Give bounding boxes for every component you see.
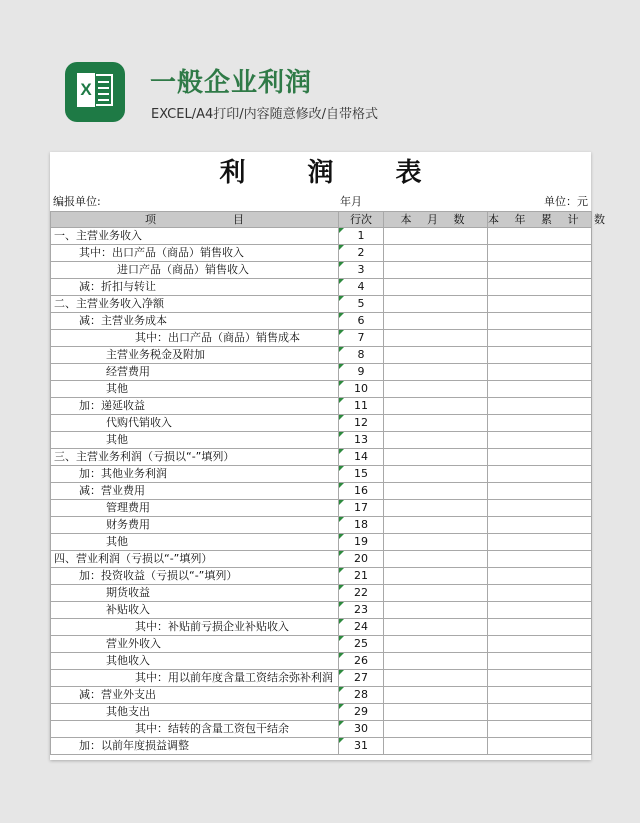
year-to-date-cell[interactable] — [488, 721, 592, 738]
row-line-number[interactable]: 27 — [339, 670, 384, 687]
table-row — [51, 551, 592, 568]
row-line-number[interactable]: 7 — [339, 330, 384, 347]
row-line-number[interactable]: 30 — [339, 721, 384, 738]
current-month-cell[interactable] — [384, 551, 488, 568]
sheet-title: 利润表 — [219, 158, 484, 188]
table-row — [51, 534, 592, 551]
row-line-number[interactable]: 4 — [339, 279, 384, 296]
column-header-item: 项 目 — [51, 212, 339, 228]
current-month-cell[interactable] — [384, 534, 488, 551]
year-to-date-cell[interactable] — [488, 670, 592, 687]
row-item-label[interactable]: 二、主营业务收入净额 — [51, 296, 339, 313]
table-row — [51, 721, 592, 738]
year-to-date-cell[interactable] — [488, 364, 592, 381]
year-to-date-cell[interactable] — [488, 296, 592, 313]
row-line-number[interactable]: 5 — [339, 296, 384, 313]
row-line-number[interactable]: 29 — [339, 704, 384, 721]
table-row — [51, 228, 592, 245]
row-item-label[interactable]: 代购代销收入 — [51, 415, 339, 432]
row-item-label[interactable]: 一、主营业务收入 — [51, 228, 339, 245]
row-line-number[interactable]: 21 — [339, 568, 384, 585]
row-item-label[interactable]: 其中：结转的含量工资包干结余 — [51, 721, 339, 738]
table-row — [51, 602, 592, 619]
row-item-label[interactable]: 进口产品（商品）销售收入 — [51, 262, 339, 279]
table-row — [51, 619, 592, 636]
current-month-cell[interactable] — [384, 517, 488, 534]
row-item-label[interactable]: 减：主营业务成本 — [51, 313, 339, 330]
current-month-cell[interactable] — [384, 381, 488, 398]
promo-header — [0, 0, 640, 140]
year-to-date-cell[interactable] — [488, 313, 592, 330]
current-month-cell[interactable] — [384, 262, 488, 279]
year-to-date-cell[interactable] — [488, 347, 592, 364]
table-row — [51, 347, 592, 364]
table-row — [51, 517, 592, 534]
current-month-cell[interactable] — [384, 347, 488, 364]
current-month-cell[interactable] — [384, 619, 488, 636]
table-row — [51, 313, 592, 330]
current-month-cell[interactable] — [384, 721, 488, 738]
table-row — [51, 449, 592, 466]
row-item-label[interactable]: 其他收入 — [51, 653, 339, 670]
year-to-date-cell[interactable] — [488, 585, 592, 602]
row-item-label[interactable]: 其他 — [51, 381, 339, 398]
current-month-cell[interactable] — [384, 432, 488, 449]
excel-icon: X — [65, 62, 125, 122]
table-row — [51, 738, 592, 755]
row-item-label[interactable]: 补贴收入 — [51, 602, 339, 619]
current-month-cell[interactable] — [384, 330, 488, 347]
reporting-unit-label: 编报单位: — [53, 195, 101, 208]
row-line-number[interactable]: 18 — [339, 517, 384, 534]
template-title: 一般企业利润 — [150, 68, 313, 98]
row-item-label[interactable]: 其他 — [51, 432, 339, 449]
row-line-number[interactable]: 31 — [339, 738, 384, 755]
row-line-number[interactable]: 13 — [339, 432, 384, 449]
current-month-cell[interactable] — [384, 228, 488, 245]
current-month-cell[interactable] — [384, 670, 488, 687]
row-item-label[interactable]: 管理费用 — [51, 500, 339, 517]
row-item-label[interactable]: 加：其他业务利润 — [51, 466, 339, 483]
row-item-label[interactable]: 期货收益 — [51, 585, 339, 602]
year-to-date-cell[interactable] — [488, 500, 592, 517]
year-to-date-cell[interactable] — [488, 262, 592, 279]
year-to-date-cell[interactable] — [488, 330, 592, 347]
row-item-label[interactable]: 减：营业外支出 — [51, 687, 339, 704]
current-month-cell[interactable] — [384, 466, 488, 483]
year-to-date-cell[interactable] — [488, 415, 592, 432]
period-label: 年月 — [340, 195, 362, 208]
row-item-label[interactable]: 减：营业费用 — [51, 483, 339, 500]
row-line-number[interactable]: 28 — [339, 687, 384, 704]
current-month-cell[interactable] — [384, 364, 488, 381]
table-row — [51, 279, 592, 296]
table-row — [51, 500, 592, 517]
year-to-date-cell[interactable] — [488, 432, 592, 449]
current-month-cell[interactable] — [384, 602, 488, 619]
row-item-label[interactable]: 其中：用以前年度含量工资结余弥补利润 — [51, 670, 339, 687]
year-to-date-cell[interactable] — [488, 704, 592, 721]
current-month-cell[interactable] — [384, 415, 488, 432]
row-line-number[interactable]: 12 — [339, 415, 384, 432]
current-month-cell[interactable] — [384, 653, 488, 670]
table-row — [51, 585, 592, 602]
year-to-date-cell[interactable] — [488, 228, 592, 245]
row-item-label[interactable]: 四、营业利润（亏损以“-”填列） — [51, 551, 339, 568]
current-month-cell[interactable] — [384, 704, 488, 721]
income-statement-table — [50, 211, 611, 755]
year-to-date-cell[interactable] — [488, 687, 592, 704]
year-to-date-cell[interactable] — [488, 245, 592, 262]
table-row — [51, 381, 592, 398]
table-row — [51, 432, 592, 449]
table-row — [51, 364, 592, 381]
row-item-label[interactable]: 其中：补贴前亏损企业补贴收入 — [51, 619, 339, 636]
year-to-date-cell[interactable] — [488, 619, 592, 636]
current-month-cell[interactable] — [384, 313, 488, 330]
row-line-number[interactable]: 25 — [339, 636, 384, 653]
year-to-date-cell[interactable] — [488, 483, 592, 500]
table-row — [51, 483, 592, 500]
row-item-label[interactable]: 其中：出口产品（商品）销售收入 — [51, 245, 339, 262]
row-item-label[interactable]: 减：折扣与转让 — [51, 279, 339, 296]
row-line-number[interactable]: 6 — [339, 313, 384, 330]
row-line-number[interactable]: 9 — [339, 364, 384, 381]
row-item-label[interactable]: 主营业务税金及附加 — [51, 347, 339, 364]
row-item-label[interactable]: 三、主营业务利润（亏损以“-”填列） — [51, 449, 339, 466]
current-month-cell[interactable] — [384, 687, 488, 704]
year-to-date-cell[interactable] — [488, 534, 592, 551]
year-to-date-cell[interactable] — [488, 551, 592, 568]
row-item-label[interactable]: 财务费用 — [51, 517, 339, 534]
row-line-number[interactable]: 11 — [339, 398, 384, 415]
row-item-label[interactable]: 加：以前年度损益调整 — [51, 738, 339, 755]
row-line-number[interactable]: 24 — [339, 619, 384, 636]
row-item-label[interactable]: 营业外收入 — [51, 636, 339, 653]
year-to-date-cell[interactable] — [488, 381, 592, 398]
table-row — [51, 670, 592, 687]
column-header-line-no: 行次 — [339, 212, 384, 228]
table-row — [51, 245, 592, 262]
table-row — [51, 398, 592, 415]
current-month-cell[interactable] — [384, 296, 488, 313]
row-item-label[interactable]: 加：投资收益（亏损以“-”填列） — [51, 568, 339, 585]
year-to-date-cell[interactable] — [488, 279, 592, 296]
table-row — [51, 415, 592, 432]
current-month-cell[interactable] — [384, 636, 488, 653]
row-line-number[interactable]: 26 — [339, 653, 384, 670]
current-month-cell[interactable] — [384, 245, 488, 262]
template-subtitle: EXCEL/A4打印/内容随意修改/自带格式 — [151, 107, 379, 122]
year-to-date-cell[interactable] — [488, 466, 592, 483]
year-to-date-cell[interactable] — [488, 602, 592, 619]
row-line-number[interactable]: 10 — [339, 381, 384, 398]
row-line-number[interactable]: 1 — [339, 228, 384, 245]
current-month-cell[interactable] — [384, 483, 488, 500]
table-row — [51, 466, 592, 483]
table-row — [51, 568, 592, 585]
row-item-label[interactable]: 经营费用 — [51, 364, 339, 381]
row-line-number[interactable]: 23 — [339, 602, 384, 619]
row-line-number[interactable]: 15 — [339, 466, 384, 483]
column-header-current-month: 本 月 数 — [384, 212, 488, 228]
year-to-date-cell[interactable] — [488, 653, 592, 670]
spreadsheet-page — [50, 152, 611, 760]
row-line-number[interactable]: 22 — [339, 585, 384, 602]
column-header-year-to-date: 本 年 累 计 数 — [488, 213, 611, 226]
year-to-date-cell[interactable] — [488, 449, 592, 466]
table-row — [51, 636, 592, 653]
table-row — [51, 704, 592, 721]
current-month-cell[interactable] — [384, 568, 488, 585]
year-to-date-cell[interactable] — [488, 568, 592, 585]
current-month-cell[interactable] — [384, 279, 488, 296]
table-row — [51, 262, 592, 279]
row-line-number[interactable]: 2 — [339, 245, 384, 262]
row-line-number[interactable]: 19 — [339, 534, 384, 551]
current-month-cell[interactable] — [384, 585, 488, 602]
year-to-date-cell[interactable] — [488, 636, 592, 653]
current-month-cell[interactable] — [384, 449, 488, 466]
row-line-number[interactable]: 16 — [339, 483, 384, 500]
table-row — [51, 330, 592, 347]
year-to-date-cell[interactable] — [488, 398, 592, 415]
current-month-cell[interactable] — [384, 738, 488, 755]
table-row — [51, 687, 592, 704]
row-line-number[interactable]: 3 — [339, 262, 384, 279]
year-to-date-cell[interactable] — [488, 738, 592, 755]
row-line-number[interactable]: 20 — [339, 551, 384, 568]
year-to-date-cell[interactable] — [488, 517, 592, 534]
table-header-row — [51, 212, 592, 228]
row-line-number[interactable]: 17 — [339, 500, 384, 517]
row-item-label[interactable]: 其他支出 — [51, 704, 339, 721]
row-line-number[interactable]: 8 — [339, 347, 384, 364]
row-item-label[interactable]: 加：递延收益 — [51, 398, 339, 415]
current-month-cell[interactable] — [384, 398, 488, 415]
current-month-cell[interactable] — [384, 500, 488, 517]
currency-unit-label: 单位：元 — [544, 195, 588, 208]
table-row — [51, 296, 592, 313]
row-item-label[interactable]: 其中：出口产品（商品）销售成本 — [51, 330, 339, 347]
table-row — [51, 653, 592, 670]
row-line-number[interactable]: 14 — [339, 449, 384, 466]
row-item-label[interactable]: 其他 — [51, 534, 339, 551]
